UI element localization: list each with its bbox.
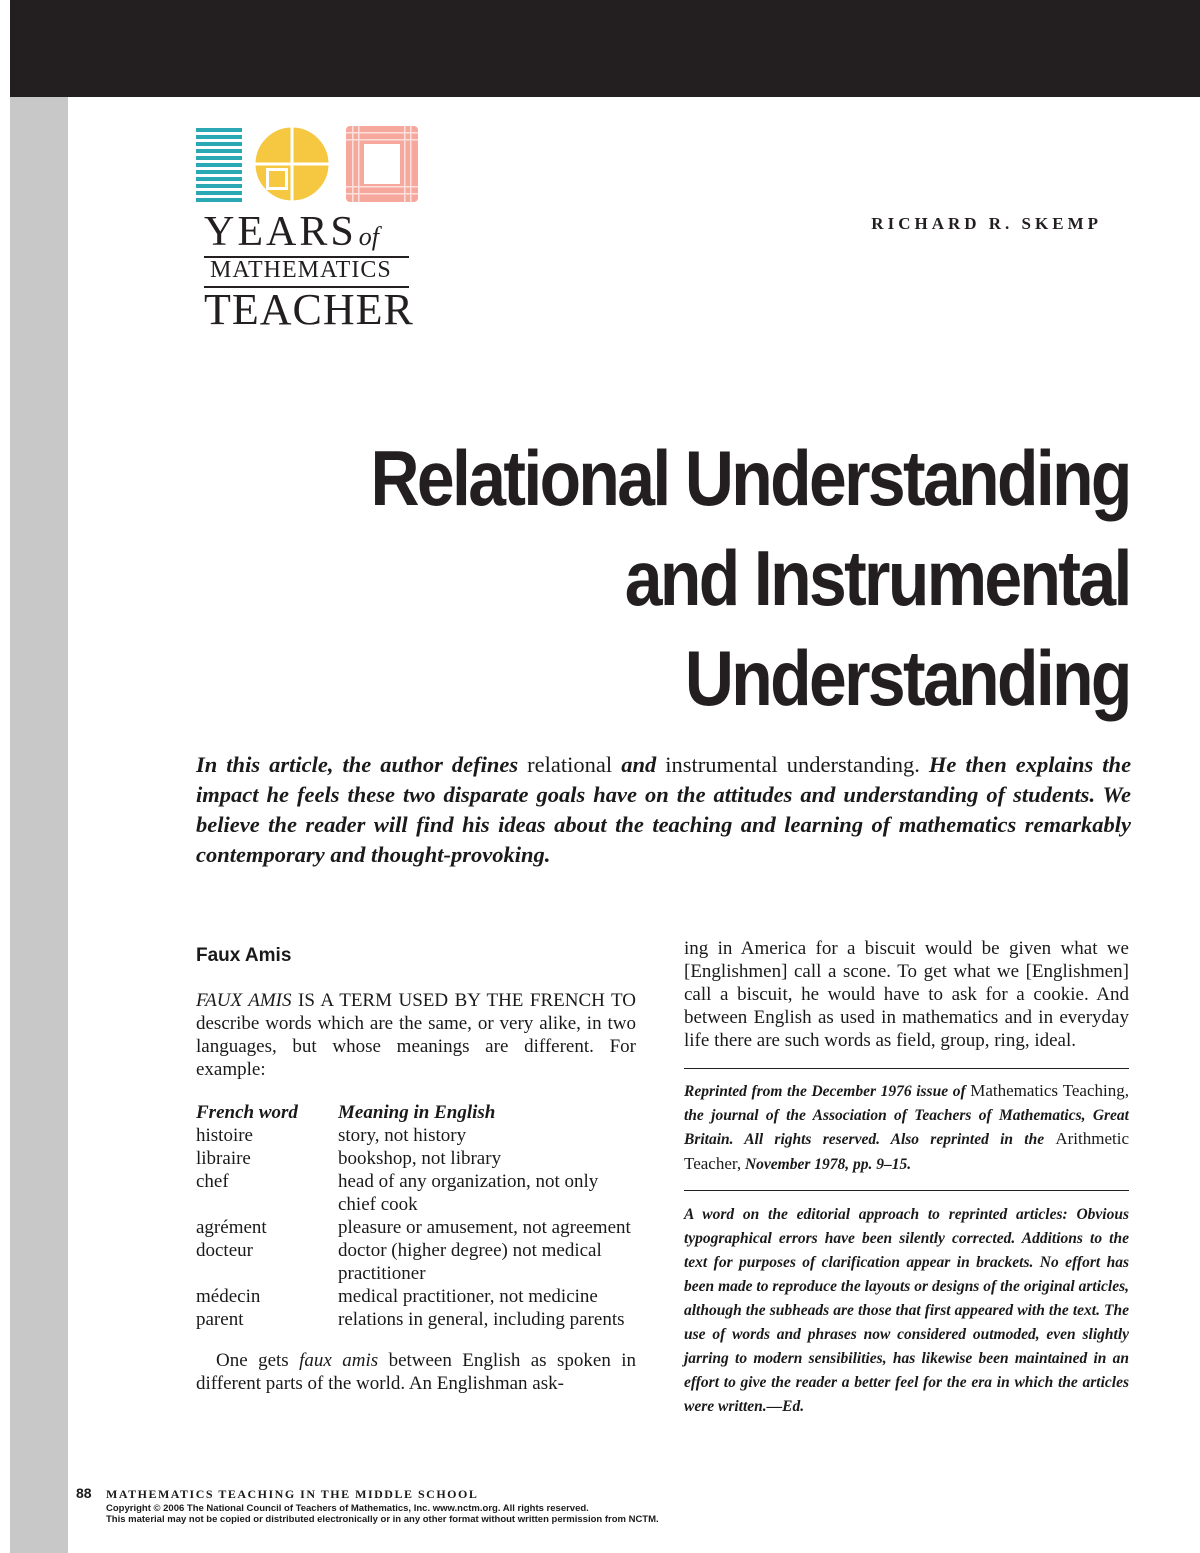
page-footer: [76, 1485, 659, 1525]
author-name: RICHARD R. SKEMP: [871, 214, 1102, 233]
logo-graphic-icon: [196, 124, 422, 204]
editorial-note: A word on the editorial approach to reprinted articles: Obvious typographical errors have been silently corrected. Additions to the text for purposes of clarification appear in brackets. No effort has been made to reproduce the layouts or designs of the original articles, although the subheads are those that first appeared with the text. The use of words and phrases now considered outmoded, even slightly jarring to modern sensibilities, has likewise been maintained in an effort to give the reader a better feel for the era in which the articles were written.—Ed.: [684, 1190, 1129, 1419]
copyright-line: Copyright © 2006 The National Council of Teachers of Mathematics, Inc. www.nctm.org. All rights reserved.: [106, 1503, 589, 1514]
permission-line: This material may not be copied or distributed electronically or in any other format without written permission from NCTM.: [106, 1514, 659, 1525]
table-row: docteur doctor (higher degree) not medical practitioner: [196, 1240, 602, 1284]
reprint-note: Reprinted from the December 1976 issue of Mathematics Teaching, the journal of the Association of Teachers of Mathematics, Great Britain. All rights reserved. Also reprinted in the Arithmetic Teacher, November 1978, pp. 9–15.: [684, 1068, 1129, 1176]
right-column: [684, 937, 1129, 1419]
left-gray-margin: [10, 97, 68, 1553]
top-black-band: [10, 0, 1200, 97]
article-title: [371, 428, 1130, 728]
page-number: 88: [76, 1485, 92, 1501]
faux-amis-table: [196, 1101, 636, 1331]
title-line: Relational Understanding: [370, 434, 1130, 522]
table-row: médecin medical practitioner, not medicine: [196, 1286, 598, 1307]
logo-years-text: YEARSof: [204, 209, 379, 255]
journal-name: MATHEMATICS TEACHING IN THE MIDDLE SCHOOL: [106, 1487, 479, 1501]
logo-mathematics-text: MATHEMATICS: [210, 257, 392, 283]
continuation-paragraph: ing in America for a biscuit would be given what we [Englishmen] call a scone. To get what we [Englishmen] call a biscuit, he would have to ask for a cookie. And between English as used in mathematics and in everyday life there are such words as field, group, ring, ideal.: [684, 938, 1129, 1051]
closing-paragraph: One gets faux amis between English as spoken in different parts of the world. An Englishman ask-: [196, 1350, 637, 1394]
table-row: agrément pleasure or amusement, not agreement: [196, 1217, 631, 1238]
logo-100-years: [196, 124, 422, 334]
table-row: chef head of any organization, not only chief cook: [196, 1171, 599, 1215]
column-header-french: French word: [196, 1102, 298, 1123]
table-row: histoire story, not history: [196, 1125, 467, 1146]
title-line: Understanding: [685, 634, 1130, 722]
column-header-english: Meaning in English: [338, 1102, 496, 1123]
table-row: libraire bookshop, not library: [196, 1148, 502, 1169]
left-column: [196, 944, 636, 1395]
table-row: parent relations in general, including parents: [196, 1309, 625, 1330]
section-heading: Faux Amis: [196, 945, 292, 966]
title-line: and Instrumental: [625, 534, 1130, 622]
abstract: In this article, the author defines relational and instrumental understanding. He then explains the impact he feels these two disparate goals have on the attitudes and understanding of students. We believe the reader will find his ideas about the teaching and learning of mathematics remarkably contemporary and thought-provoking.: [196, 752, 1132, 867]
logo-teacher-text: TEACHER: [204, 285, 414, 334]
intro-paragraph: FAUX AMIS IS A TERM USED BY THE FRENCH TO describe words which are the same, or very alike, in two languages, but whose meanings are different. For example:: [196, 990, 637, 1080]
table-header-row: [196, 1101, 636, 1124]
